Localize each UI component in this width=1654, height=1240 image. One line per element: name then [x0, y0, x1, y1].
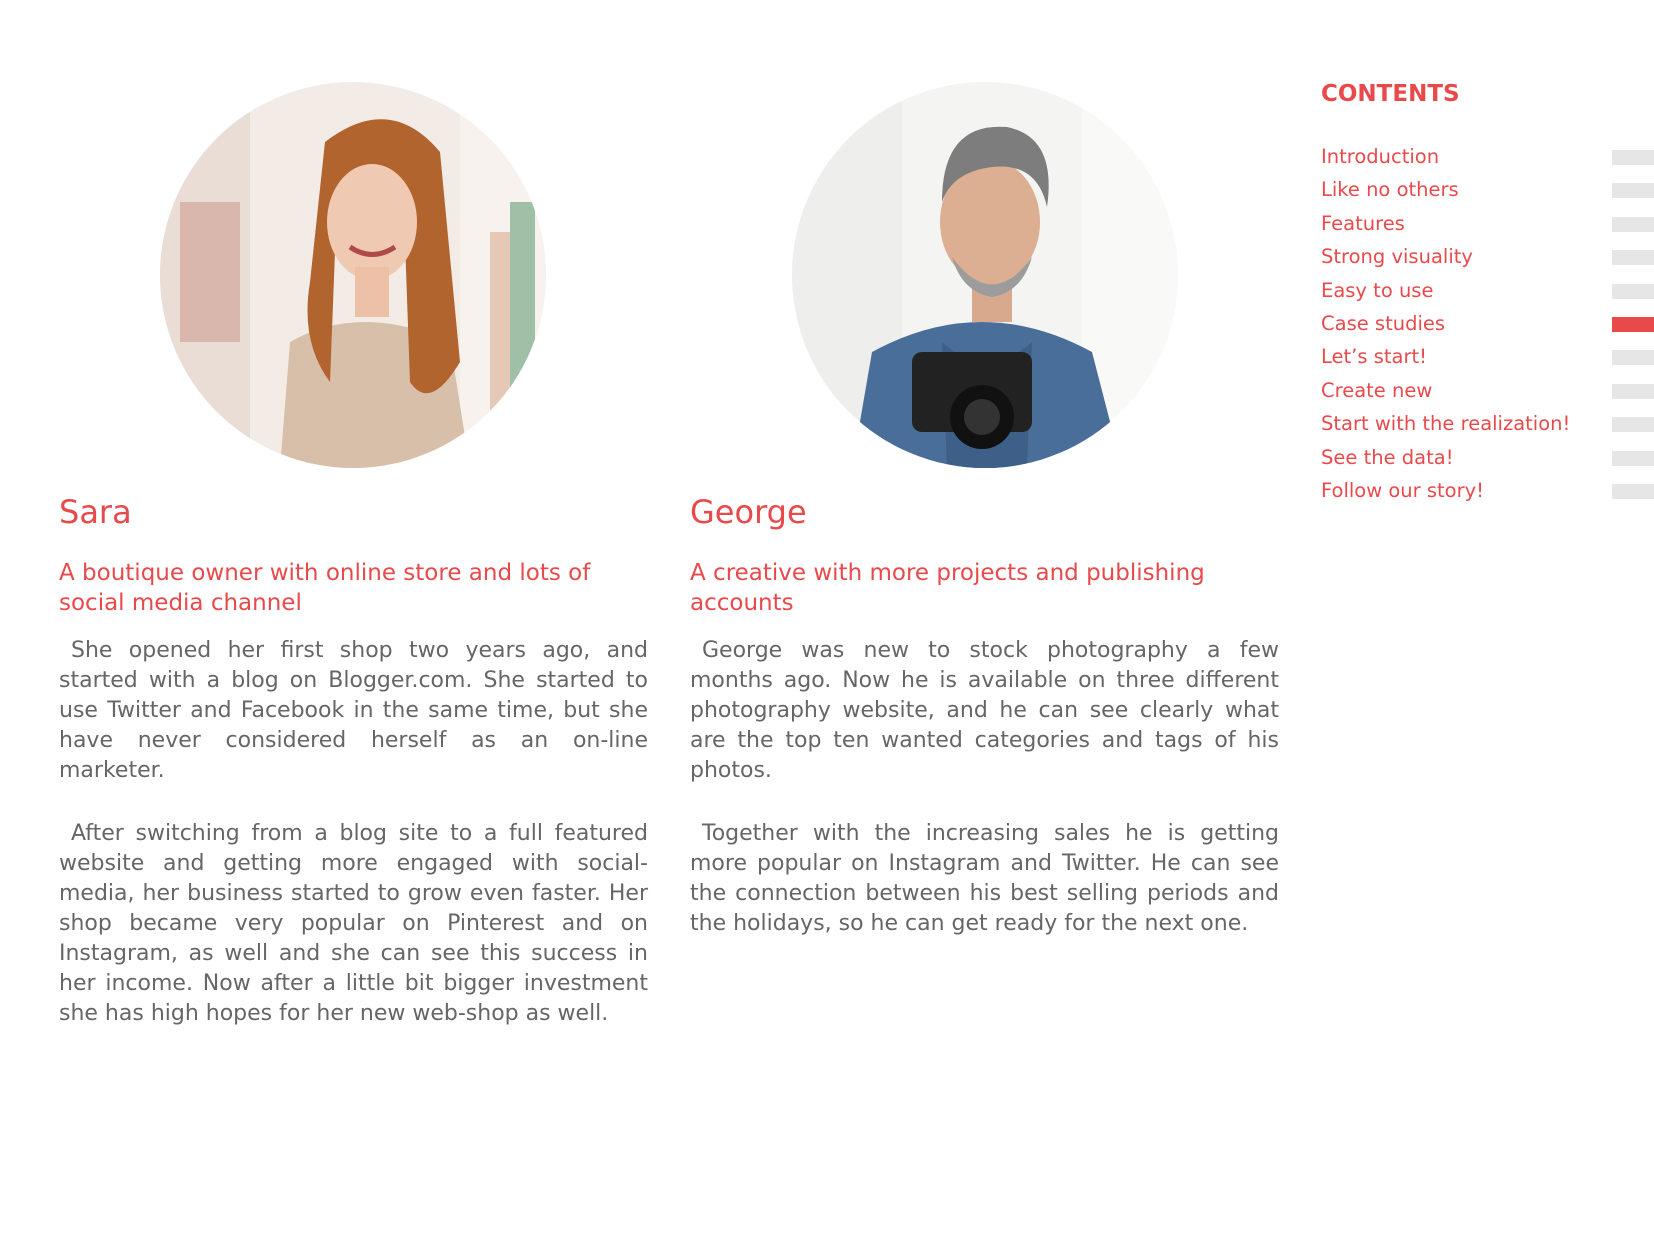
toc-item-label: Follow our story!: [1321, 478, 1484, 502]
toc-item-label: Introduction: [1321, 145, 1440, 168]
persona-name: Sara: [59, 493, 132, 531]
toc-marker: [1612, 484, 1654, 499]
toc-marker: [1612, 317, 1654, 332]
toc-item-easy-to-use[interactable]: [1321, 274, 1654, 307]
toc-marker: [1612, 451, 1654, 466]
contents-nav: [1321, 74, 1654, 502]
persona-subtitle: A creative with more projects and publishing accounts: [690, 560, 1205, 616]
toc-item-label: Strong visuality: [1321, 245, 1473, 269]
persona-paragraph: George was new to stock photography a few months ago. Now he is available on three different photography website, and he can see clearly what are the top ten wanted categories and tags of his photos.: [690, 638, 1279, 783]
toc-item-label: Case studies: [1321, 311, 1446, 335]
sara-photo: [160, 82, 546, 468]
toc-marker: [1612, 217, 1654, 232]
toc-marker: [1612, 250, 1654, 265]
toc-marker: [1612, 150, 1654, 165]
toc-item-like-no-others[interactable]: [1321, 173, 1654, 206]
persona-paragraph: Together with the increasing sales he is getting more popular on Instagram and Twitter. He can see the connection between his best selling periods and the holidays, so he can get ready for the next one.: [690, 821, 1279, 936]
toc-item-label: Start with the realization!: [1321, 412, 1571, 436]
toc-item-label: See the data!: [1321, 445, 1454, 469]
persona-subtitle: A boutique owner with online store and lots of social media channel: [59, 560, 591, 616]
toc-item-lets-start[interactable]: [1321, 340, 1654, 373]
toc-item-create-new[interactable]: [1321, 374, 1654, 407]
toc-item-introduction[interactable]: [1321, 140, 1654, 173]
toc-item-label: Like no others: [1321, 178, 1459, 202]
avatar: [160, 82, 546, 468]
persona-paragraph: She opened her first shop two years ago, and started with a blog on Blogger.com. She started to use Twitter and Facebook in the same time, but she have never considered herself as an on-line marketer.: [59, 638, 648, 783]
toc-item-strong-visuality[interactable]: [1321, 240, 1654, 273]
toc-item-start-with-the-realization[interactable]: [1321, 407, 1654, 440]
contents-title: CONTENTS: [1321, 81, 1460, 107]
toc-marker: [1612, 183, 1654, 198]
toc-marker: [1612, 384, 1654, 399]
toc-item-label: Features: [1321, 211, 1405, 235]
toc-marker: [1612, 350, 1654, 365]
toc-marker: [1612, 284, 1654, 299]
toc-item-see-the-data[interactable]: [1321, 441, 1654, 474]
avatar: [792, 82, 1178, 468]
toc-item-case-studies[interactable]: [1321, 307, 1654, 340]
toc-item-label: Create new: [1321, 378, 1433, 402]
george-photo: [792, 82, 1178, 468]
persona-paragraph: After switching from a blog site to a full featured website and getting more engaged with social-media, her business started to grow even faster. Her shop became very popular on Pinterest and on Instagram, as well and she can see this success in her income. Now after a little bit bigger investment she has high hopes for her new web-shop as well.: [59, 821, 648, 1026]
toc-item-follow-our-story[interactable]: [1321, 474, 1654, 507]
toc-marker: [1612, 417, 1654, 432]
toc-item-features[interactable]: [1321, 207, 1654, 240]
persona-name: George: [690, 493, 807, 531]
toc-item-label: Easy to use: [1321, 278, 1434, 302]
toc-list: [1321, 140, 1654, 507]
toc-item-label: Let’s start!: [1321, 345, 1427, 369]
